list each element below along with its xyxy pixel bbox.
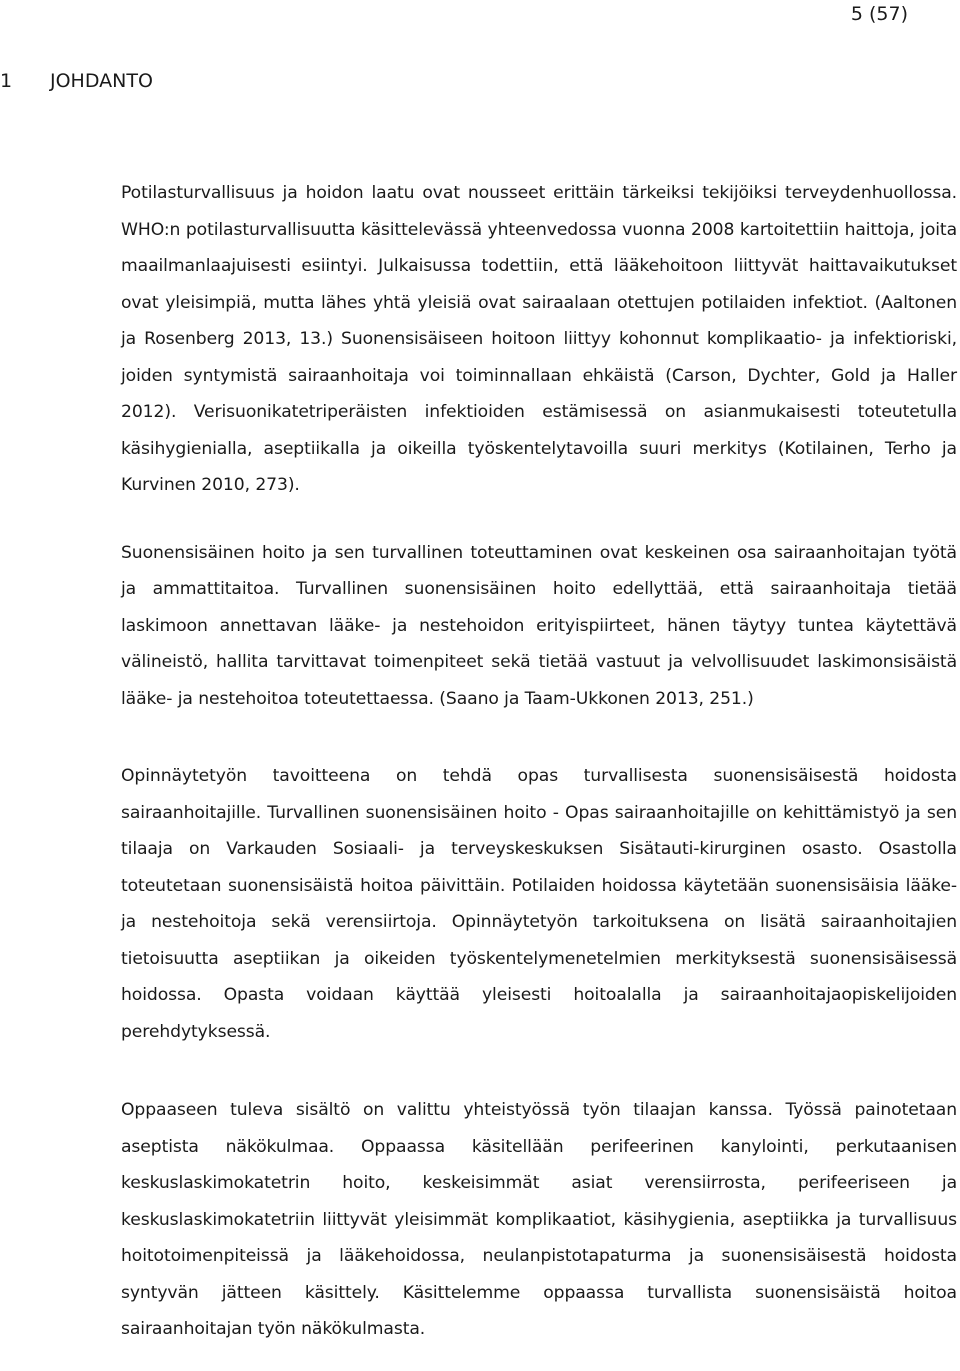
chapter-heading (0, 68, 153, 94)
paragraph-thesis-goal: Opinnäytetyön tavoitteena on tehdä opas turvallisesta suonensisäisestä hoidosta sairaanhoitajille. Turvallinen suonensisäinen hoito - Opas sairaanhoitajille on kehittämistyö ja sen tilaaja on Varkauden Sosiaali- ja terveyskeskuksen Sisätauti-kirurginen osasto. Osastolla toteutetaan suonensisäistä hoitoa päivittäin. Potilaiden hoidossa käytetään suonensisäisia lääke- ja nestehoitoja sekä verensiirtoja. Opinnäytetyön tarkoituksena on lisätä sairaanhoitajien tietoisuutta aseptiikan ja oikeiden työskentelymenetelmien merkityksestä suonensisäisessä hoidossa. Opasta voidaan käyttää yleisesti hoitoalalla ja sairaanhoitajaopiskelijoiden perehdytyksessä. (121, 766, 957, 1042)
chapter-title: JOHDANTO (50, 70, 153, 92)
chapter-number: 1 (0, 70, 13, 92)
paragraph-guide-content: Oppaaseen tuleva sisältö on valittu yhteistyössä työn tilaajan kanssa. Työssä painotetaan aseptista näkökulmaa. Oppaassa käsitellään perifeerinen kanylointi, perkutaanisen keskuslaskimokatetrin hoito, keskeisimmät asiat verensiirrosta, perifeeriseen ja keskuslaskimokatetriin liittyvät yleisimmät komplikaatiot, käsihygienia, aseptiikka ja turvallisuus hoitotoimenpiteissä ja lääkehoidossa, neulanpistotapaturma ja suonensisäisestä hoidosta syntyvän jätteen käsittely. Käsittelemme oppaassa turvallista suonensisäistä hoitoa sairaanhoitajan työn näkökulmasta. (121, 1100, 957, 1339)
paragraph-patient-safety: Potilasturvallisuus ja hoidon laatu ovat nousseet erittäin tärkeiksi tekijöiksi terveydenhuollossa. WHO:n potilasturvallisuutta käsittelevässä yhteenvedossa vuonna 2008 kartoitettiin haittoja, joita maailmanlaajuisesti esiintyi. Julkaisussa todettiin, että lääkehoitoon liittyvät haittavaikutukset ovat yleisimpiä, mutta lähes yhtä yleisiä ovat sairaalaan otettujen potilaiden infektiot. (Aaltonen ja Rosenberg 2013, 13.) Suonensisäiseen hoitoon liittyy kohonnut komplikaatio- ja infektioriski, joiden syntymistä sairaanhoitaja voi toiminnallaan ehkäistä (Carson, Dychter, Gold ja Haller 2012). Verisuonikatetriperäisten infektioiden estämisessä on asianmukaisesti toteutetulla käsihygienialla, aseptiikalla ja oikeilla työskentelytavoilla suuri merkitys (Kotilainen, Terho ja Kurvinen 2010, 273). (121, 183, 957, 495)
page-number: 5 (57) (850, 3, 908, 25)
body-text (121, 175, 957, 1348)
paragraph-intravenous-care: Suonensisäinen hoito ja sen turvallinen toteuttaminen ovat keskeinen osa sairaanhoitajan työtä ja ammattitaitoa. Turvallinen suonensisäinen hoito edellyttää, että sairaanhoitaja tietää laskimoon annettavan lääke- ja nestehoidon erityispiirteet, hänen täytyy tuntea käytettävä välineistö, hallita tarvittavat toimenpiteet sekä tietää vastuut ja velvollisuudet laskimonsisäistä lääke- ja nestehoitoa toteutettaessa. (Saano ja Taam-Ukkonen 2013, 251.) (121, 542, 957, 709)
